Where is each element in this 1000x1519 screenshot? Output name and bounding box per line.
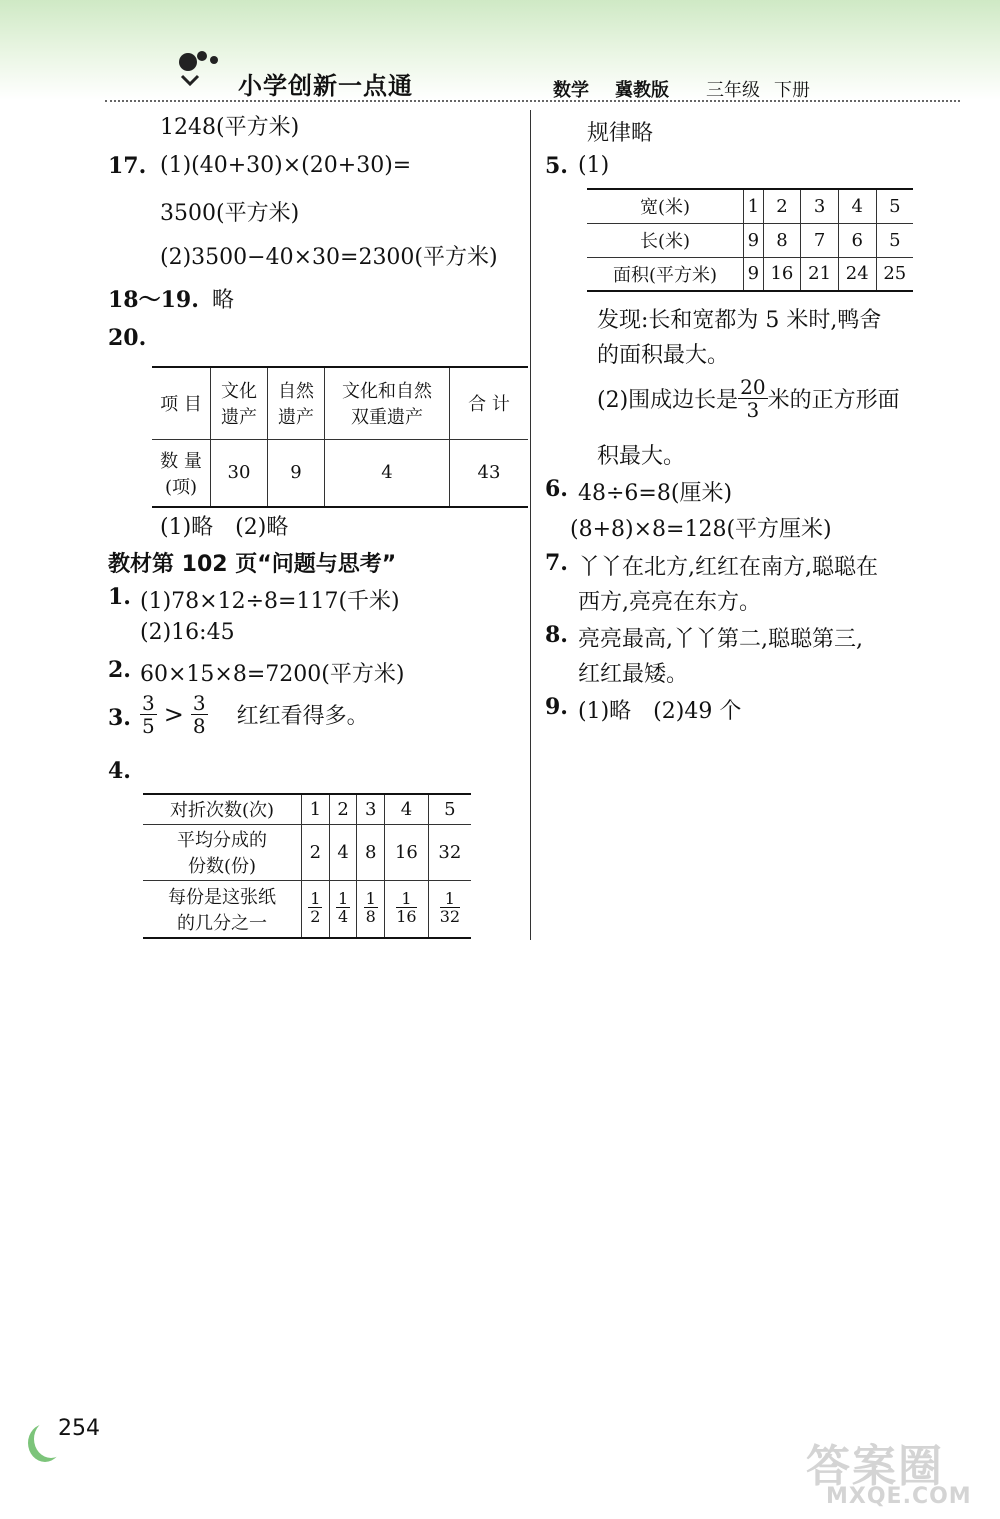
table-cell: 5 bbox=[876, 189, 913, 223]
heritage-table bbox=[152, 366, 528, 508]
grade-label: 三年级 bbox=[706, 80, 760, 101]
table-cell: 9 bbox=[744, 223, 764, 257]
answer-text: 红红看得多。 bbox=[236, 704, 369, 729]
table-cell: 16 bbox=[385, 824, 429, 880]
watermark: 答案圈 bbox=[806, 1441, 944, 1492]
answer-line: (2)围成边长是 $\frac{20}{3}$ 米的正方形面 bbox=[597, 375, 900, 422]
answer-line: (1)略 (2)49 个 bbox=[578, 699, 742, 724]
table-header-cell: 文化和自然 双重遗产 bbox=[325, 367, 450, 439]
table-cell: 5 bbox=[876, 223, 913, 257]
table-row-header: 面积(平方米) bbox=[587, 257, 744, 291]
answer-line: 亮亮最高,丫丫第二,聪聪第三, bbox=[578, 627, 863, 652]
folding-table bbox=[143, 793, 471, 939]
table-cell: 8 bbox=[357, 824, 385, 880]
answer-line: (1)略 (2)略 bbox=[160, 515, 289, 540]
table-header-cell: 文化 遗产 bbox=[211, 367, 268, 439]
table-cell: 3 bbox=[357, 794, 385, 824]
question-number: 9. bbox=[545, 694, 568, 720]
table-cell: 4 bbox=[385, 794, 429, 824]
table-cell: 6 bbox=[838, 223, 876, 257]
brand-logo-icon bbox=[170, 42, 230, 92]
fraction-comparison bbox=[140, 692, 369, 737]
table-cell: 9 bbox=[744, 257, 764, 291]
question-number: 5. bbox=[545, 153, 568, 179]
answer-line: 西方,亮亮在东方。 bbox=[578, 590, 761, 615]
table-row-header: 平均分成的 份数(份) bbox=[143, 824, 302, 880]
answer-line: 的面积最大。 bbox=[597, 343, 730, 368]
page-number: 254 bbox=[58, 1416, 100, 1441]
answer-line: 3500(平方米) bbox=[160, 201, 300, 226]
term-label: 下册 bbox=[774, 80, 810, 101]
question-number: 4. bbox=[108, 758, 131, 784]
table-row-header: 数 量 (项) bbox=[152, 439, 211, 507]
table-cell: 7 bbox=[801, 223, 839, 257]
table-cell: 1 bbox=[302, 794, 330, 824]
comparison-operator: > bbox=[163, 700, 184, 729]
table-cell: 4 bbox=[838, 189, 876, 223]
table-cell: 24 bbox=[838, 257, 876, 291]
duck-coop-table bbox=[587, 188, 913, 292]
header-divider bbox=[105, 100, 960, 102]
table-cell: 4 bbox=[329, 824, 357, 880]
fraction: $\frac{3}{8}$ bbox=[192, 691, 206, 738]
table-cell: $\frac{1}{16}$ bbox=[385, 880, 429, 938]
answer-line: 红红最矮。 bbox=[578, 662, 689, 687]
answer-line: (2)16:45 bbox=[140, 620, 235, 645]
table-row-header: 宽(米) bbox=[587, 189, 744, 223]
answer-line: (1)78×12÷8=117(千米) bbox=[140, 589, 400, 614]
header-band bbox=[0, 0, 1000, 100]
table-cell: 8 bbox=[763, 223, 801, 257]
table-cell: 30 bbox=[211, 439, 268, 507]
table-row-header: 每份是这张纸 的几分之一 bbox=[143, 880, 302, 938]
question-number: 1. bbox=[108, 584, 131, 610]
answer-line: 积最大。 bbox=[597, 444, 686, 469]
edition-label: 冀教版 bbox=[615, 80, 669, 101]
table-cell: 43 bbox=[450, 439, 529, 507]
question-number: 8. bbox=[545, 622, 568, 648]
question-number: 17. bbox=[108, 153, 147, 179]
answer-line: 48÷6=8(厘米) bbox=[578, 481, 733, 506]
answer-line: 发现:长和宽都为 5 米时,鸭舍 bbox=[597, 308, 882, 333]
table-cell: 3 bbox=[801, 189, 839, 223]
answer-line: 1248(平方米) bbox=[160, 115, 300, 140]
table-cell: 21 bbox=[801, 257, 839, 291]
column-divider bbox=[530, 110, 531, 940]
section-title: 教材第 102 页“问题与思考” bbox=[108, 552, 397, 577]
table-cell: $\frac{1}{4}$ bbox=[329, 880, 357, 938]
fraction: $\frac{20}{3}$ bbox=[740, 375, 766, 422]
table-cell: 2 bbox=[329, 794, 357, 824]
table-header-cell: 项 目 bbox=[152, 367, 211, 439]
table-cell: $\frac{1}{32}$ bbox=[428, 880, 471, 938]
answer-line: (1)(40+30)×(20+30)= bbox=[160, 153, 412, 178]
table-cell: $\frac{1}{2}$ bbox=[302, 880, 330, 938]
answer-line: 规律略 bbox=[587, 121, 654, 146]
table-row-header: 长(米) bbox=[587, 223, 744, 257]
answer-line: 60×15×8=7200(平方米) bbox=[140, 662, 405, 687]
question-number: 18～19. bbox=[108, 287, 199, 313]
table-cell: 2 bbox=[763, 189, 801, 223]
table-header-cell: 自然 遗产 bbox=[268, 367, 325, 439]
table-cell: 5 bbox=[428, 794, 471, 824]
table-row-header: 对折次数(次) bbox=[143, 794, 302, 824]
table-cell: 32 bbox=[428, 824, 471, 880]
table-header-cell: 合 计 bbox=[450, 367, 529, 439]
question-number: 6. bbox=[545, 476, 568, 502]
question-number: 7. bbox=[545, 550, 568, 576]
question-number: 3. bbox=[108, 705, 131, 731]
table-cell: $\frac{1}{8}$ bbox=[357, 880, 385, 938]
brand-title: 小学创新一点通 bbox=[238, 72, 413, 100]
table-cell: 4 bbox=[325, 439, 450, 507]
subject-label: 数学 bbox=[553, 80, 589, 101]
question-number: 2. bbox=[108, 657, 131, 683]
table-cell: 16 bbox=[763, 257, 801, 291]
table-cell: 1 bbox=[744, 189, 764, 223]
watermark-url: MXQE.COM bbox=[826, 1484, 972, 1509]
table-cell: 9 bbox=[268, 439, 325, 507]
answer-line: 丫丫在北方,红红在南方,聪聪在 bbox=[578, 555, 878, 580]
question-number: 20. bbox=[108, 325, 147, 351]
table-cell: 25 bbox=[876, 257, 913, 291]
answer-line: 略 bbox=[212, 288, 235, 313]
answer-line: (2)3500−40×30=2300(平方米) bbox=[160, 245, 498, 270]
table-cell: 2 bbox=[302, 824, 330, 880]
fraction: $\frac{3}{5}$ bbox=[142, 691, 155, 738]
answer-line: (1) bbox=[578, 153, 610, 178]
answer-line: (8+8)×8=128(平方厘米) bbox=[570, 517, 832, 542]
